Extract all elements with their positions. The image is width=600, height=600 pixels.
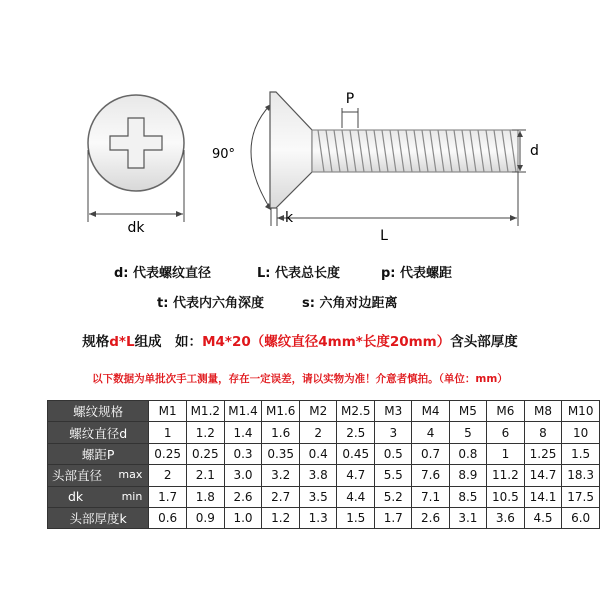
- table-cell: 4.4: [337, 486, 375, 507]
- table-row: [48, 422, 600, 443]
- table-cell: 1.2: [186, 422, 224, 443]
- table-cell: 2.6: [412, 507, 449, 528]
- table-cell: 1: [487, 443, 525, 464]
- table-cell: 0.4: [300, 443, 337, 464]
- table-cell: 2: [149, 465, 187, 486]
- row-label: 头部直径 max: [48, 465, 149, 486]
- legend-t: t: 代表内六角深度: [157, 296, 264, 311]
- table-cell: 7.6: [412, 465, 449, 486]
- table-cell: 14.7: [524, 465, 562, 486]
- table-cell: 2.6: [224, 486, 262, 507]
- table-cell: 4.7: [337, 465, 375, 486]
- size-cell: M4: [412, 401, 449, 422]
- size-cell: M10: [562, 401, 600, 422]
- table-cell: 2.7: [262, 486, 300, 507]
- table-cell: 3.0: [224, 465, 262, 486]
- table-cell: 3.6: [487, 507, 525, 528]
- table-row: [48, 507, 600, 528]
- table-cell: 0.6: [149, 507, 187, 528]
- table-cell: 10.5: [487, 486, 525, 507]
- table-cell: 0.35: [262, 443, 300, 464]
- table-cell: 0.8: [449, 443, 486, 464]
- size-cell: M2: [300, 401, 337, 422]
- table-cell: 6.0: [562, 507, 600, 528]
- table-cell: 3.2: [262, 465, 300, 486]
- size-cell: M1: [149, 401, 187, 422]
- table-cell: 0.25: [149, 443, 187, 464]
- legend-s: s: 六角对边距离: [302, 296, 398, 311]
- size-cell: M2.5: [337, 401, 375, 422]
- table-cell: 0.7: [412, 443, 449, 464]
- table-header-row: [48, 401, 600, 422]
- row-label: dk min: [48, 486, 149, 507]
- table-cell: 5: [449, 422, 486, 443]
- table-cell: 3.8: [300, 465, 337, 486]
- table-cell: 1.5: [337, 507, 375, 528]
- table-cell: 2.1: [186, 465, 224, 486]
- row-label: 头部厚度k: [48, 507, 149, 528]
- table-cell: 18.3: [562, 465, 600, 486]
- table-cell: 14.1: [524, 486, 562, 507]
- table-cell: 11.2: [487, 465, 525, 486]
- screw-technical-drawing: [0, 0, 600, 250]
- table-cell: 0.45: [337, 443, 375, 464]
- size-cell: M1.6: [262, 401, 300, 422]
- row-label: 螺距P: [48, 443, 149, 464]
- table-cell: 3: [375, 422, 412, 443]
- dk-dimension-label: dk: [127, 220, 145, 236]
- table-cell: 1.5: [562, 443, 600, 464]
- screw-side-view: [251, 92, 526, 226]
- legend-d: d: 代表螺纹直径: [114, 266, 212, 281]
- table-cell: 1.7: [149, 486, 187, 507]
- angle-90-label: 90°: [212, 147, 236, 162]
- size-cell: M8: [524, 401, 562, 422]
- table-cell: 5.5: [375, 465, 412, 486]
- table-cell: 6: [487, 422, 525, 443]
- legend-l: L: 代表总长度: [257, 266, 341, 281]
- table-cell: 3.1: [449, 507, 486, 528]
- table-cell: 4: [412, 422, 449, 443]
- table-cell: 1.8: [186, 486, 224, 507]
- table-cell: 1.25: [524, 443, 562, 464]
- size-cell: M1.2: [186, 401, 224, 422]
- table-cell: 1.6: [262, 422, 300, 443]
- row-label: 螺纹直径d: [48, 422, 149, 443]
- d-dimension-label: d: [530, 143, 539, 159]
- spec-format-line: 规格d*L组成 如：M4*20（螺纹直径4mm*长度20mm）含头部厚度: [82, 334, 518, 350]
- table-cell: 4.5: [524, 507, 562, 528]
- spec-table: [47, 400, 600, 529]
- table-cell: 1.7: [375, 507, 412, 528]
- table-cell: 0.25: [186, 443, 224, 464]
- size-cell: M6: [487, 401, 525, 422]
- measurement-notice: 以下数据为单批次手工测量，存在一定误差，请以实物为准！介意者慎拍。（单位：mm）: [92, 373, 508, 385]
- table-cell: 5.2: [375, 486, 412, 507]
- pitch-label: P: [345, 91, 355, 107]
- table-cell: 1.4: [224, 422, 262, 443]
- table-cell: 1.3: [300, 507, 337, 528]
- table-cell: 8.9: [449, 465, 486, 486]
- table-cell: 17.5: [562, 486, 600, 507]
- table-cell: 1.0: [224, 507, 262, 528]
- l-dimension-label: L: [380, 228, 388, 244]
- table-cell: 7.1: [412, 486, 449, 507]
- table-cell: 8: [524, 422, 562, 443]
- table-cell: 0.3: [224, 443, 262, 464]
- table-cell: 1.2: [262, 507, 300, 528]
- table-cell: 1: [149, 422, 187, 443]
- size-cell: M1.4: [224, 401, 262, 422]
- size-cell: M5: [449, 401, 486, 422]
- legend-p: p: 代表螺距: [381, 266, 453, 281]
- table-header-label: 螺纹规格: [48, 401, 149, 422]
- k-dimension-label: k: [285, 210, 294, 226]
- table-cell: 8.5: [449, 486, 486, 507]
- table-row: [48, 486, 600, 507]
- table-cell: 2: [300, 422, 337, 443]
- table-row: [48, 465, 600, 486]
- table-cell: 0.9: [186, 507, 224, 528]
- table-cell: 3.5: [300, 486, 337, 507]
- table-cell: 0.5: [375, 443, 412, 464]
- table-cell: 2.5: [337, 422, 375, 443]
- head-top-view: [88, 95, 184, 222]
- table-cell: 10: [562, 422, 600, 443]
- size-cell: M3: [375, 401, 412, 422]
- table-row: [48, 443, 600, 464]
